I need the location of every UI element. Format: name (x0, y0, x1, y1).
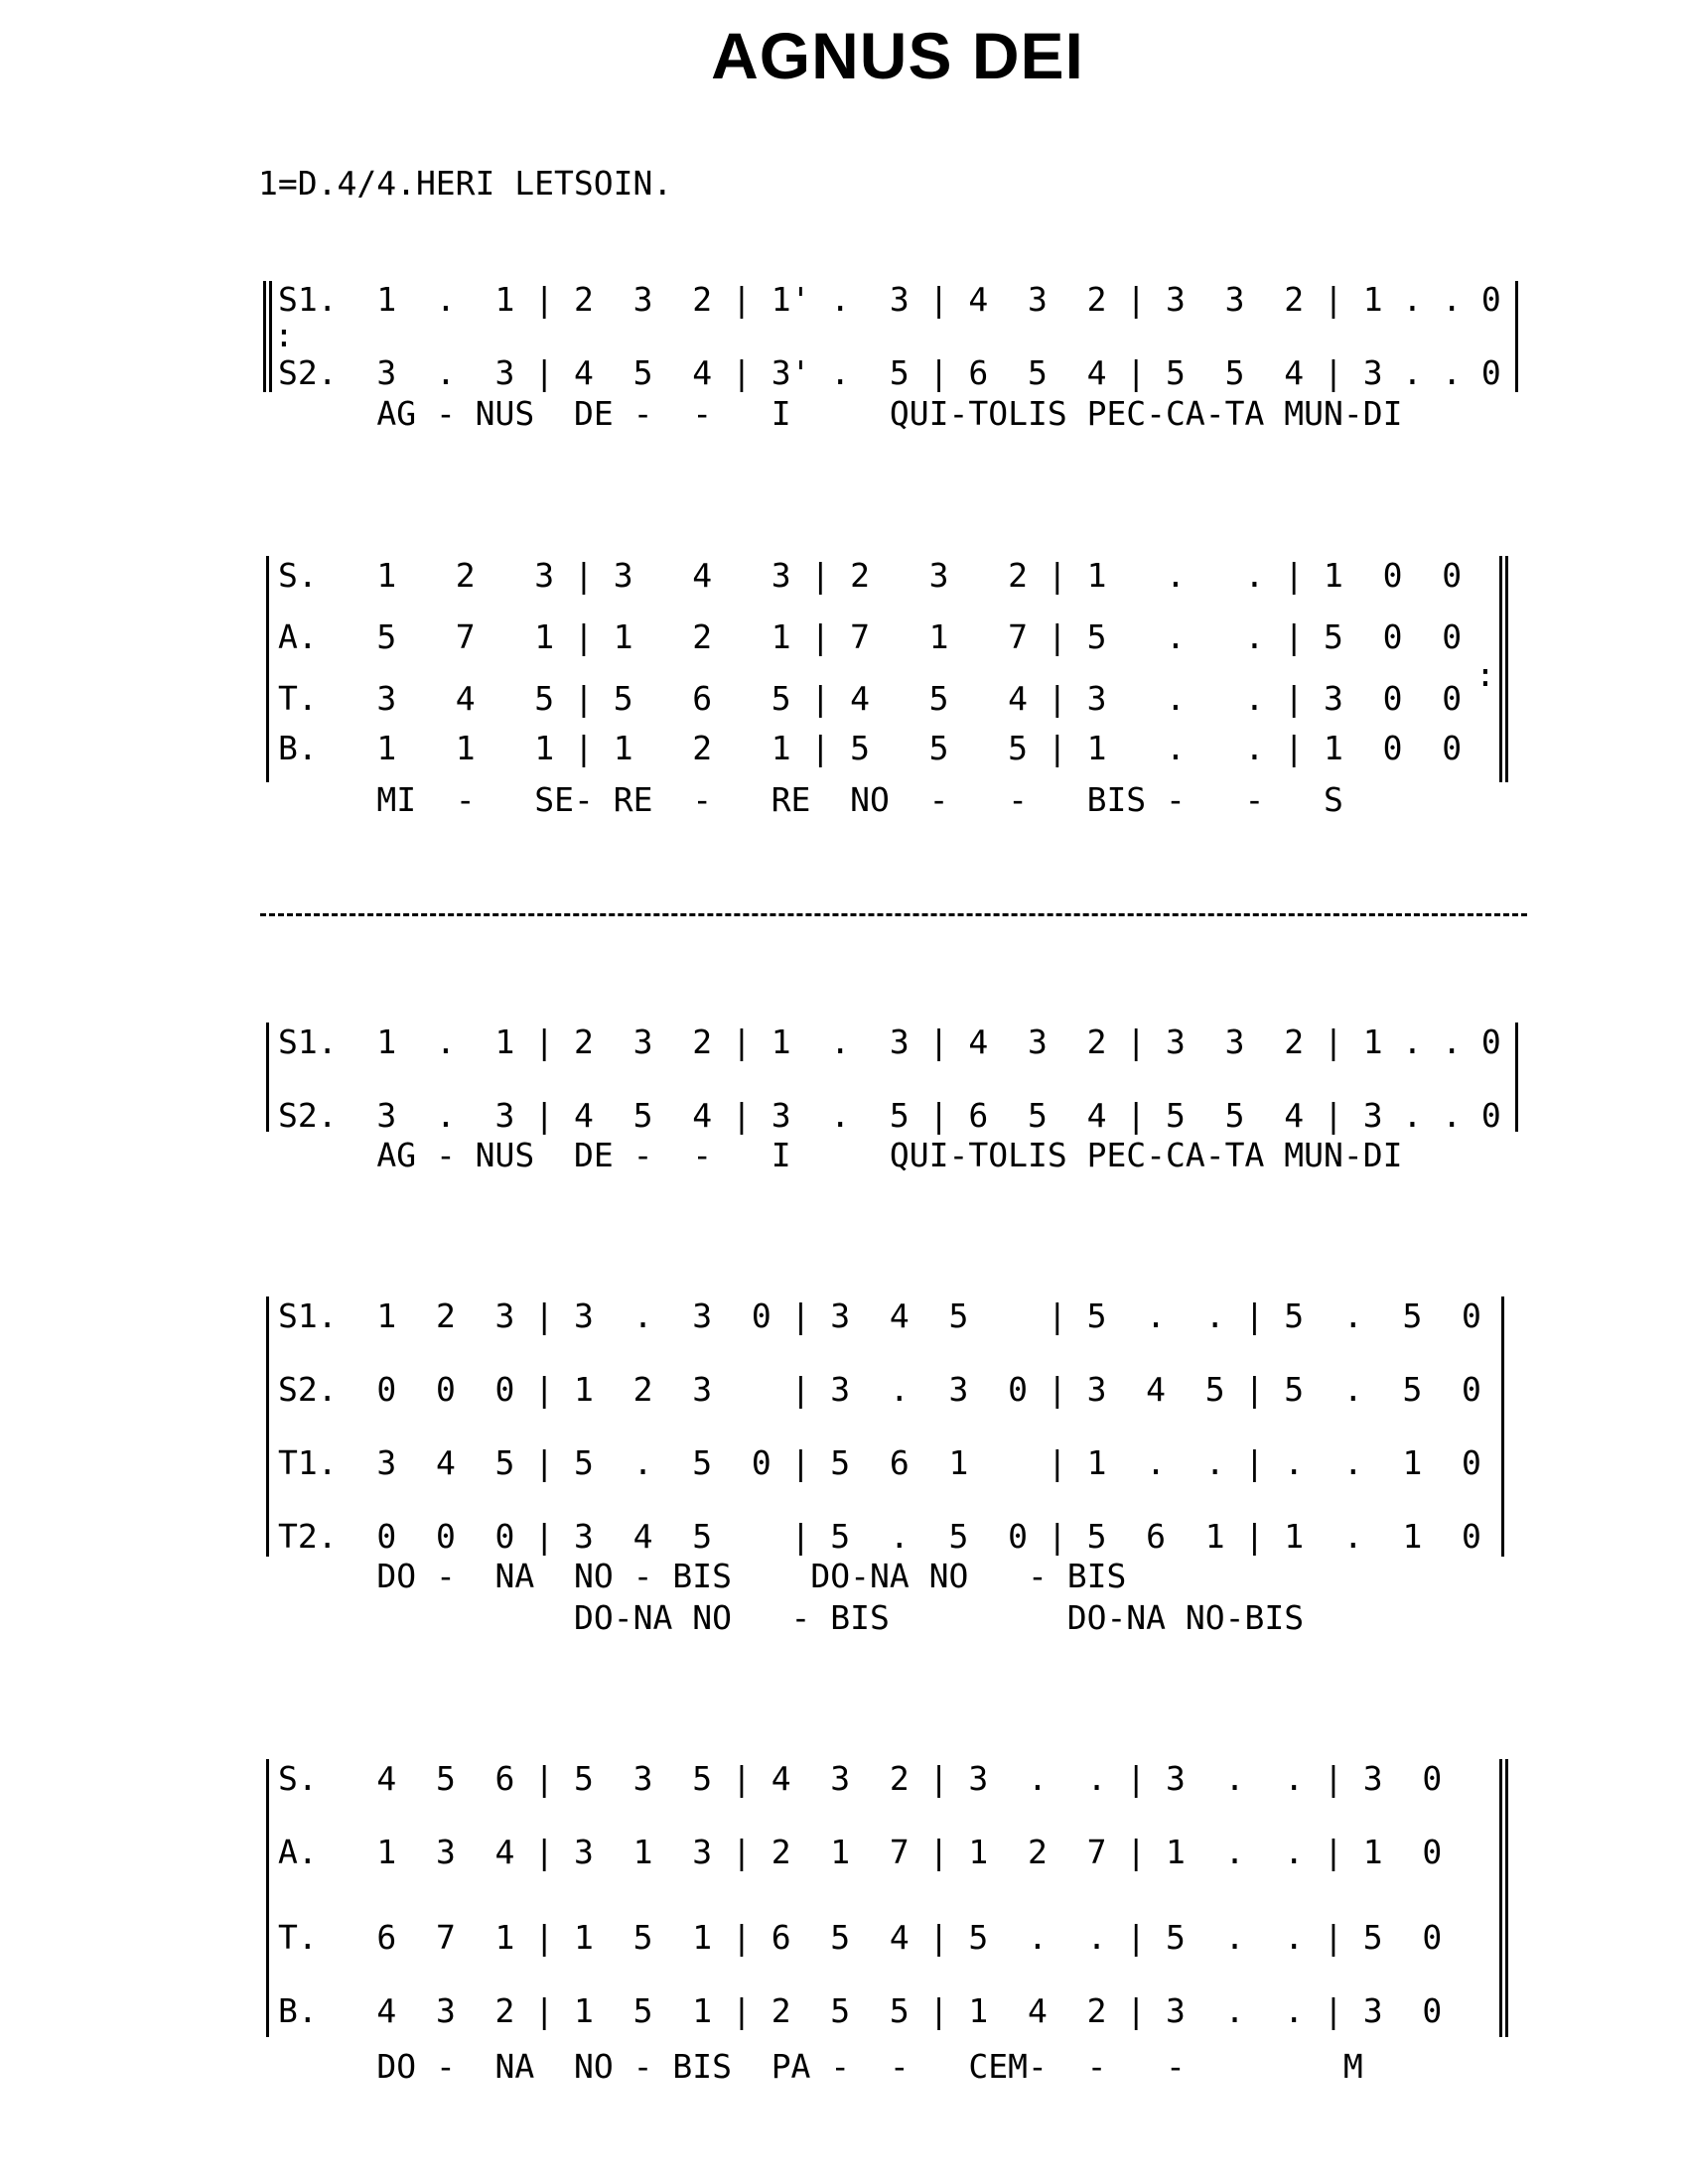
page-title: AGNUS DEI (711, 19, 1084, 92)
lyrics-line: MI - SE- RE - RE NO - - BIS - - S (278, 780, 1343, 819)
repeat-dots: : (1475, 655, 1495, 694)
start-barline (266, 1023, 269, 1132)
lyrics-line-2: DO-NA NO - BIS DO-NA NO-BIS (278, 1598, 1305, 1637)
staff-line-a: A. 1 3 4 | 3 1 3 | 2 1 7 | 1 2 7 | 1 . . | 1 0 (278, 1833, 1443, 1871)
staff-line-t2: T2. 0 0 0 | 3 4 5 | 5 . 5 0 | 5 6 1 | 1 . 1 0 (278, 1517, 1481, 1556)
staff-line-s: S. 4 5 6 | 5 3 5 | 4 3 2 | 3 . . | 3 . . | 3 0 (278, 1759, 1443, 1798)
section-divider (260, 913, 1527, 916)
staff-line-s2: S2. 0 0 0 | 1 2 3 | 3 . 3 0 | 3 4 5 | 5 . 5 0 (278, 1370, 1481, 1409)
final-barline (1499, 1759, 1508, 2037)
start-barline (266, 1297, 269, 1557)
staff-line-s2: S2. 3 . 3 | 4 5 4 | 3' . 5 | 6 5 4 | 5 5 4 | 3 . . 0 (278, 353, 1501, 392)
staff-line-s1: S1. 1 . 1 | 2 3 2 | 1 . 3 | 4 3 2 | 3 3 2 | 1 . . 0 (278, 1023, 1501, 1061)
staff-line-s: S. 1 2 3 | 3 4 3 | 2 3 2 | 1 . . | 1 0 0 (278, 556, 1463, 595)
staff-line-s2: S2. 3 . 3 | 4 5 4 | 3 . 5 | 6 5 4 | 5 5 4 | 3 . . 0 (278, 1096, 1501, 1135)
staff-line-s1: S1. 1 2 3 | 3 . 3 0 | 3 4 5 | 5 . . | 5 . 5 0 (278, 1297, 1481, 1335)
start-barline (266, 1759, 269, 2037)
start-barline (266, 556, 269, 782)
repeat-dots: : (274, 316, 294, 354)
lyrics-line: AG - NUS DE - - I QUI-TOLIS PEC-CA-TA MUN-DI (278, 1136, 1403, 1174)
end-barline (1501, 1297, 1504, 1557)
staff-line-t: T. 3 4 5 | 5 6 5 | 4 5 4 | 3 . . | 3 0 0 (278, 679, 1463, 718)
staff-line-b: B. 4 3 2 | 1 5 1 | 2 5 5 | 1 4 2 | 3 . . | 3 0 (278, 1991, 1443, 2030)
end-barline (1515, 1023, 1518, 1132)
lyrics-line-1: DO - NA NO - BIS DO-NA NO - BIS (278, 1557, 1127, 1595)
repeat-end-barline (1499, 556, 1508, 782)
key-signature: 1=D.4/4.HERI LETSOIN. (258, 164, 673, 203)
lyrics-line: DO - NA NO - BIS PA - - CEM- - - M (278, 2047, 1363, 2086)
staff-line-b: B. 1 1 1 | 1 2 1 | 5 5 5 | 1 . . | 1 0 0 (278, 729, 1463, 767)
staff-line-a: A. 5 7 1 | 1 2 1 | 7 1 7 | 5 . . | 5 0 0 (278, 617, 1463, 656)
lyrics-line: AG - NUS DE - - I QUI-TOLIS PEC-CA-TA MUN-DI (278, 394, 1403, 433)
staff-line-s1: S1. 1 . 1 | 2 3 2 | 1' . 3 | 4 3 2 | 3 3 2 | 1 . . 0 (278, 280, 1501, 319)
staff-line-t1: T1. 3 4 5 | 5 . 5 0 | 5 6 1 | 1 . . | . . 1 0 (278, 1443, 1481, 1482)
staff-line-t: T. 6 7 1 | 1 5 1 | 6 5 4 | 5 . . | 5 . . | 5 0 (278, 1918, 1443, 1957)
